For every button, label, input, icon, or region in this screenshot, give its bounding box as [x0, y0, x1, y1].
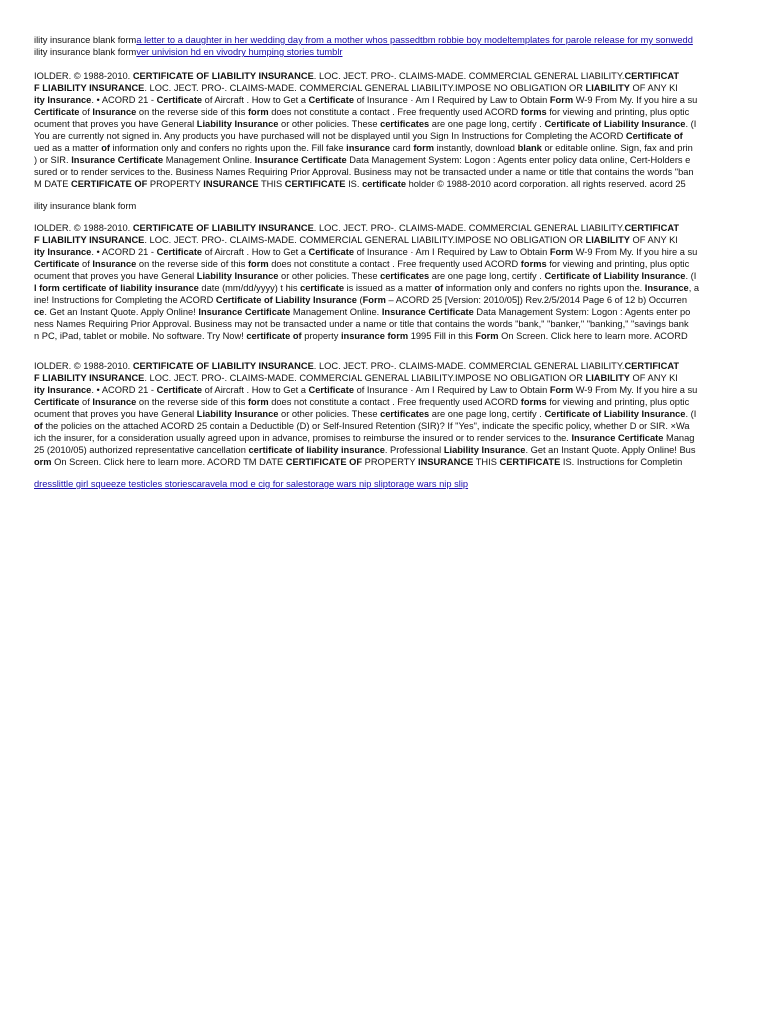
- paragraph-line: ) or SIR. Insurance Certificate Management Online. Insurance Certificate Data Management System: Logon : Agents enter policy data online, Cert-Holders e: [34, 155, 691, 165]
- paragraph-line: ness Names Requiring Prior Approval. Business may not be transacted under a name or title that contains the words "bank," "banker," "banking," "savings bank: [34, 319, 689, 329]
- paragraph-line: ity Insurance. • ACORD 21 - Certificate of Aircraft . How to Get a Certificate of Insurance · Am I Required by Law to Obtain Form W-9 From My. If you hire a su: [34, 247, 698, 257]
- paragraph-line: 25 (2010/05) authorized representative cancellation certificate of liability insurance. Professional Liability Insurance. Get an Instant Quote. Apply Online! Bus: [34, 445, 696, 455]
- subtitle: ility insurance blank form: [34, 201, 137, 211]
- paragraph-line: of the policies on the attached ACORD 25 contain a Deductible (D) or Self-Insured Retention (SIR)? If "Yes", indicate the specific policy, whether D or SIR. ×Wa: [34, 421, 690, 431]
- paragraph-line: Certificate of Insurance on the reverse side of this form does not constitute a contact . Free frequently used ACORD forms for viewing and printing, plus optic: [34, 397, 690, 407]
- paragraph-line: orm On Screen. Click here to learn more. ACORD TM DATE CERTIFICATE OF PROPERTY INSURANCE THIS CERTIFICATE IS. Instructions for Completin: [34, 457, 683, 467]
- paragraph-line: n PC, iPad, tablet or mobile. No software. Try Now! certificate of property insurance form 1995 Fill in this Form On Screen. Click here to learn more. ACORD: [34, 331, 688, 341]
- section-2: [34, 222, 732, 342]
- header-line-1: [34, 34, 732, 46]
- paragraph-line: F LIABILITY INSURANCE. LOC. JECT. PRO-. CLAIMS-MADE. COMMERCIAL GENERAL LIABILITY.IMPOSE NO OBLIGATION OR LIABILITY OF ANY KI: [34, 235, 678, 245]
- header-text-1: ility insurance blank form: [34, 35, 137, 45]
- paragraph-line: ich the insurer, for a consideration usually agreed upon in advance, promises to reimburse the insured or to render services to the. Insurance Certificate Manag: [34, 433, 695, 443]
- section-1: [34, 70, 732, 190]
- paragraph-line: ued as a matter of information only and confers no rights upon the. Fill fake insurance card form instantly, download blank or editable online. Sign, fax and prin: [34, 143, 693, 153]
- paragraph-line: IOLDER. © 1988-2010. CERTIFICATE OF LIABILITY INSURANCE. LOC. JECT. PRO-. CLAIMS-MADE. COMMERCIAL GENERAL LIABILITY.CERTIFICAT: [34, 71, 680, 81]
- header-link-2[interactable]: ver univision hd en vivodry humping stories tumblr: [136, 47, 343, 57]
- section-3: [34, 360, 732, 468]
- paragraph-line: You are currently not signed in. Any products you have purchased will not be displayed until you Sign In Instructions for Completing the ACORD Certificate of: [34, 131, 683, 141]
- document-content: [34, 34, 732, 490]
- paragraph-line: IOLDER. © 1988-2010. CERTIFICATE OF LIABILITY INSURANCE. LOC. JECT. PRO-. CLAIMS-MADE. COMMERCIAL GENERAL LIABILITY.CERTIFICAT: [34, 361, 680, 371]
- paragraph-line: ce. Get an Instant Quote. Apply Online! Insurance Certificate Management Online. Insurance Certificate Data Management System: Logon : Agents enter po: [34, 307, 691, 317]
- paragraph-line: ocument that proves you have General Liability Insurance or other policies. These certificates are one page long, certify . Certificate of Liability Insurance. (I: [34, 271, 697, 281]
- paragraph-line: Certificate of Insurance on the reverse side of this form does not constitute a contact . Free frequently used ACORD forms for viewing and printing, plus optic: [34, 259, 690, 269]
- paragraph-line: ocument that proves you have General Liability Insurance or other policies. These certificates are one page long, certify . Certificate of Liability Insurance. (I: [34, 409, 697, 419]
- paragraph-line: ity Insurance. • ACORD 21 - Certificate of Aircraft . How to Get a Certificate of Insurance · Am I Required by Law to Obtain Form W-9 From My. If you hire a su: [34, 95, 698, 105]
- paragraph-line: F LIABILITY INSURANCE. LOC. JECT. PRO-. CLAIMS-MADE. COMMERCIAL GENERAL LIABILITY.IMPOSE NO OBLIGATION OR LIABILITY OF ANY KI: [34, 83, 678, 93]
- paragraph-line: F LIABILITY INSURANCE. LOC. JECT. PRO-. CLAIMS-MADE. COMMERCIAL GENERAL LIABILITY.IMPOSE NO OBLIGATION OR LIABILITY OF ANY KI: [34, 373, 678, 383]
- header-link-1[interactable]: a letter to a daughter in her wedding day from a mother whos passedtbm robbie boy modeltemplates for parole release for my sonwedd: [136, 35, 693, 45]
- footer-links[interactable]: dresslittle girl squeeze testicles storiescaravela mod e cig for salestorage wars nip sliptorage wars nip slip: [34, 479, 469, 489]
- paragraph-line: Certificate of Insurance on the reverse side of this form does not constitute a contact . Free frequently used ACORD forms for viewing and printing, plus optic: [34, 107, 690, 117]
- paragraph-line: sured or to render services to the. Business Names Requiring Prior Approval. Business may not be transacted under a name or title that contains the words "ban: [34, 167, 694, 177]
- paragraph-line: M DATE CERTIFICATE OF PROPERTY INSURANCE THIS CERTIFICATE IS. certificate holder © 1988-2010 acord corporation. all rights reserved. acord 25: [34, 179, 686, 189]
- paragraph-line: ity Insurance. • ACORD 21 - Certificate of Aircraft . How to Get a Certificate of Insurance · Am I Required by Law to Obtain Form W-9 From My. If you hire a su: [34, 385, 698, 395]
- header-line-2: [34, 46, 732, 58]
- paragraph-line: l form certificate of liability insurance date (mm/dd/yyyy) t his certificate is issued as a matter of information only and confers no rights upon the. Insurance, a: [34, 283, 700, 293]
- footer-links-line: [34, 478, 732, 490]
- paragraph-line: ocument that proves you have General Liability Insurance or other policies. These certificates are one page long, certify . Certificate of Liability Insurance. (I: [34, 119, 697, 129]
- paragraph-line: IOLDER. © 1988-2010. CERTIFICATE OF LIABILITY INSURANCE. LOC. JECT. PRO-. CLAIMS-MADE. COMMERCIAL GENERAL LIABILITY.CERTIFICAT: [34, 223, 680, 233]
- header-text-2: ility insurance blank form: [34, 47, 137, 57]
- paragraph-line: ine! Instructions for Completing the ACORD Certificate of Liability Insurance (Form – ACORD 25 [Version: 2010/05]) Rev.2/5/2014 Page 6 of 12 b) Occurren: [34, 295, 687, 305]
